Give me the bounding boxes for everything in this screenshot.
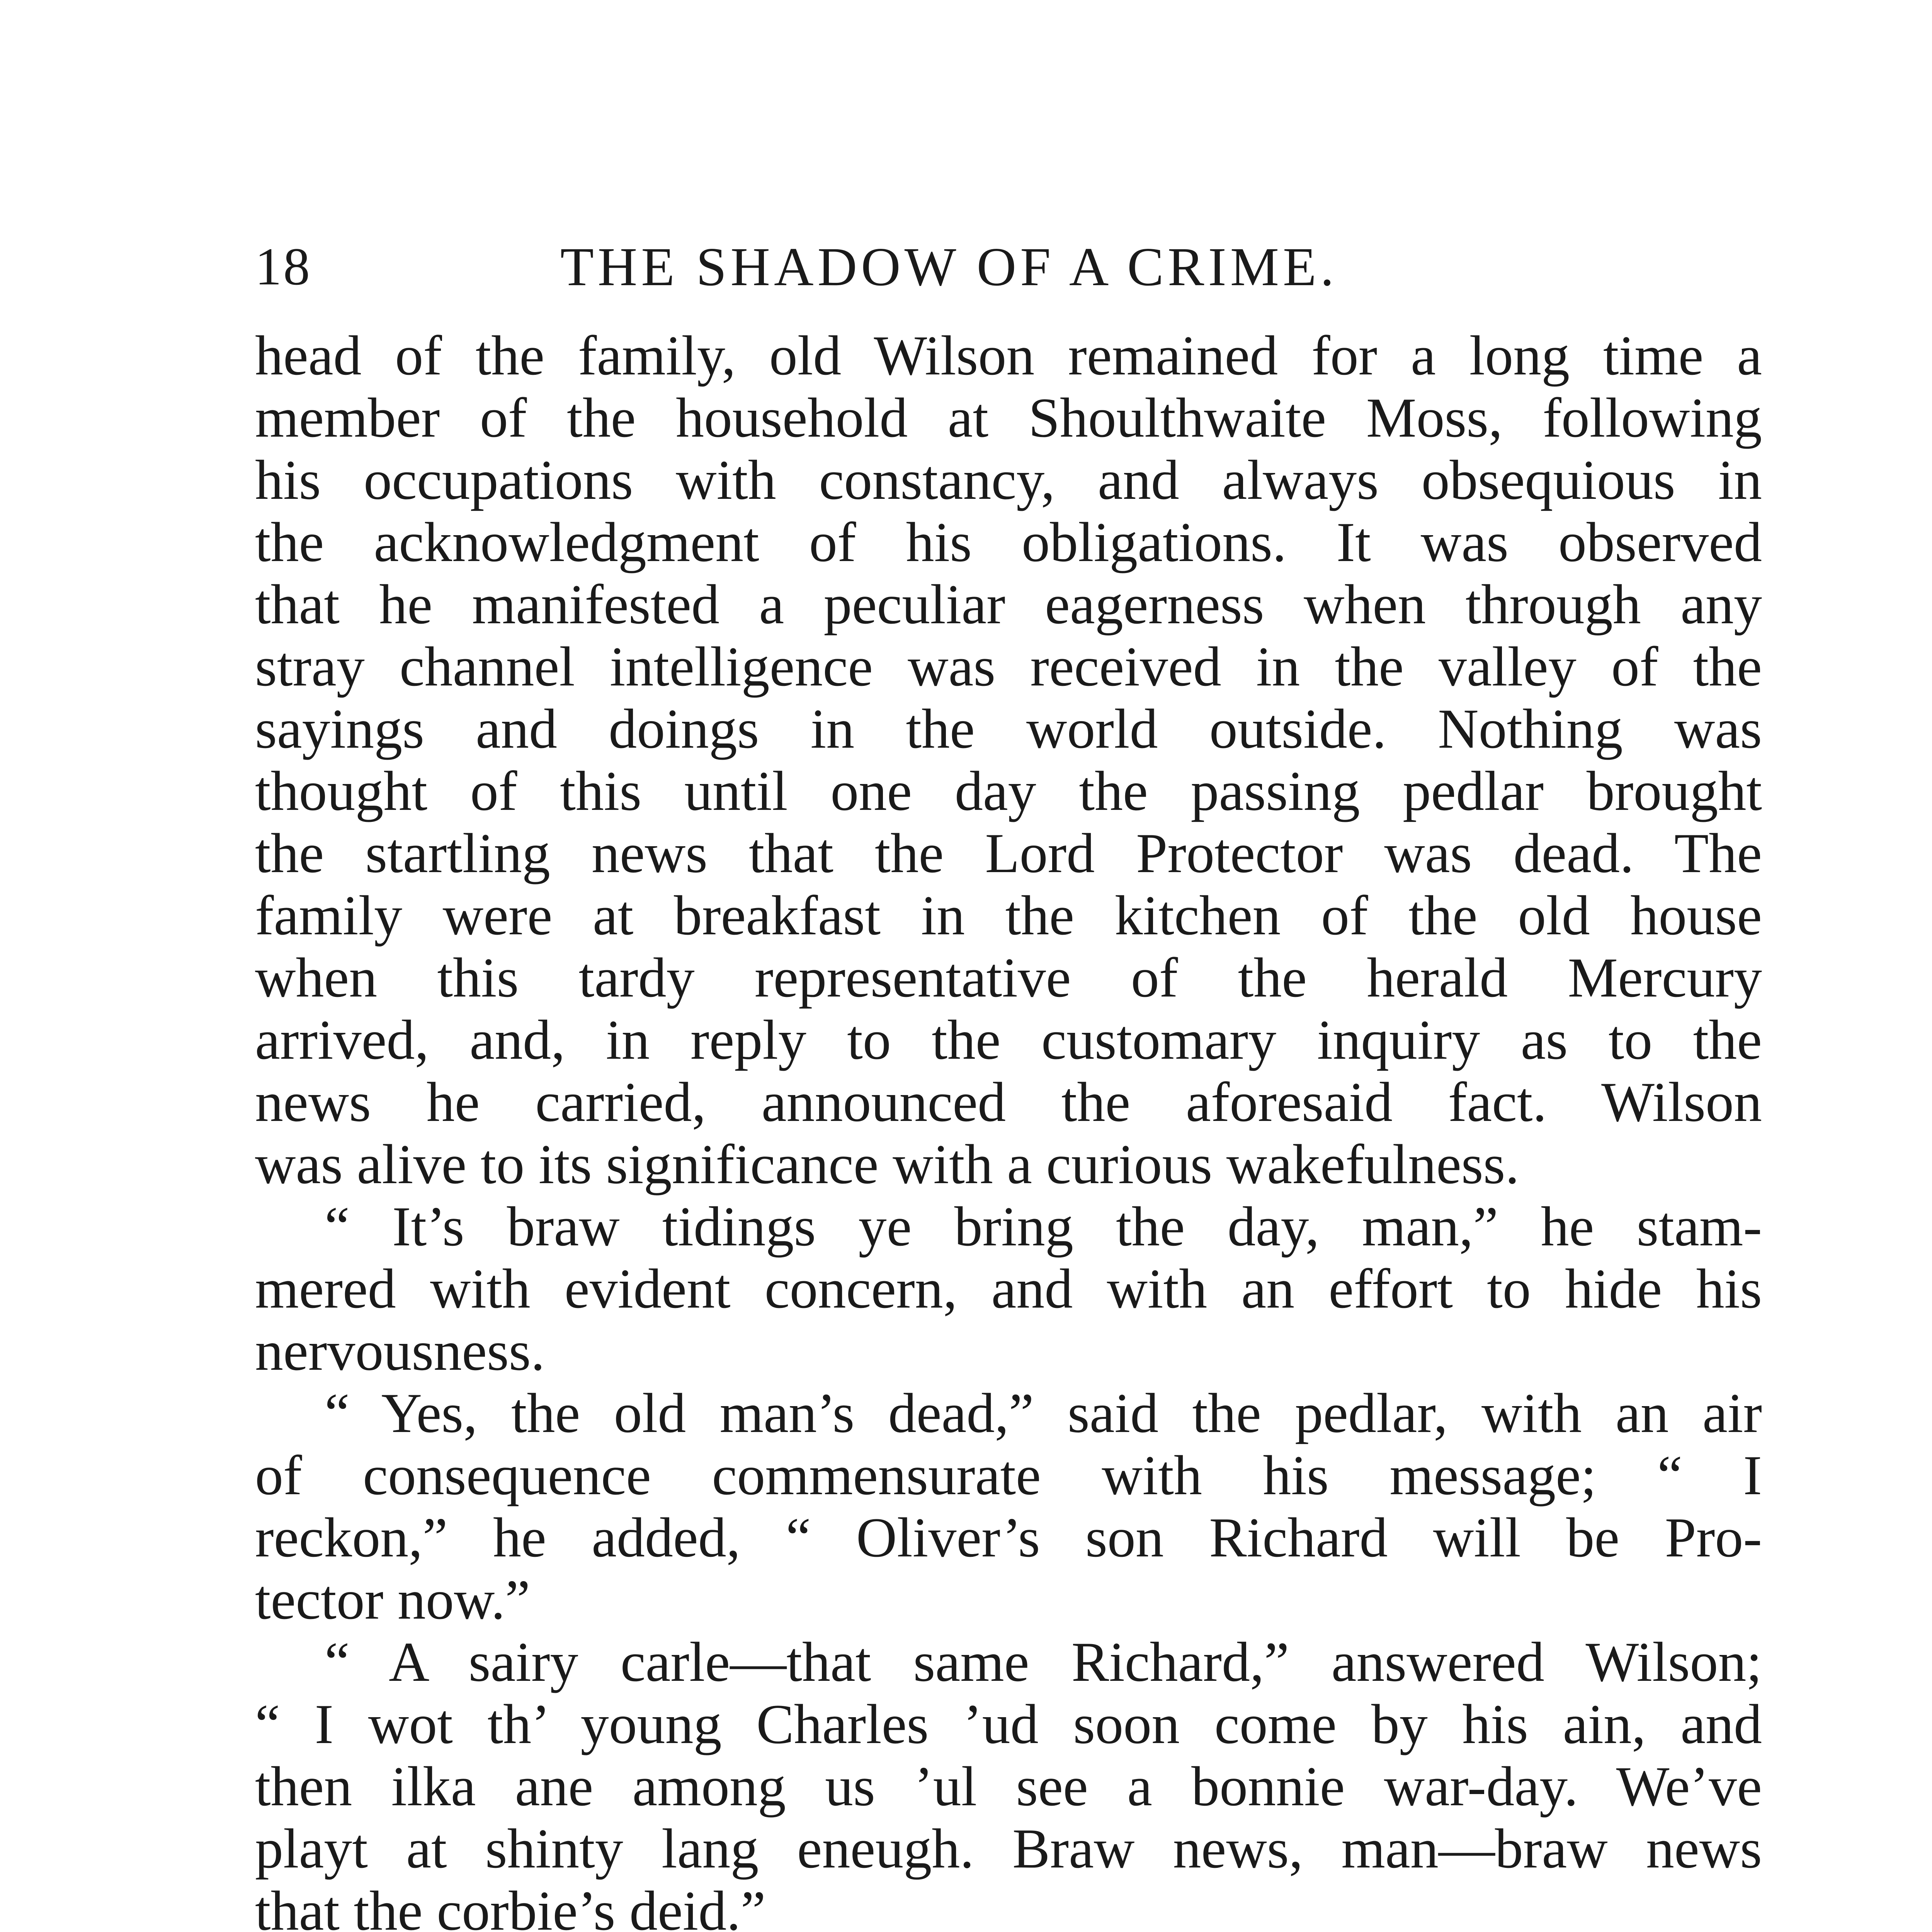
paragraph — [255, 1196, 1762, 1382]
text-line: “ Yes, the old man’s dead,” said the pedlar, with an air — [325, 1382, 1762, 1444]
body-text — [255, 325, 1762, 1932]
text-line: playt at shinty lang eneugh. Braw news, man—braw news — [255, 1818, 1762, 1880]
paragraph — [255, 325, 1762, 1196]
text-line: sayings and doings in the world outside. Nothing was — [255, 698, 1762, 760]
text-line: member of the household at Shoulthwaite Moss, following — [255, 387, 1762, 449]
paragraph — [255, 1631, 1762, 1932]
text-line: “ I wot th’ young Charles ’ud soon come by his ain, and — [255, 1693, 1762, 1755]
text-line: family were at breakfast in the kitchen of the old house — [255, 884, 1762, 947]
text-line: that he manifested a peculiar eagerness when through any — [255, 573, 1762, 636]
text-line: reckon,” he added, “ Oliver’s son Richard will be Pro- — [255, 1507, 1762, 1569]
text-line: thought of this until one day the passing pedlar brought — [255, 760, 1762, 822]
text-line: mered with evident concern, and with an effort to hide his — [255, 1258, 1762, 1320]
text-line: was alive to its significance with a curious wakefulness. — [255, 1133, 1519, 1196]
page-header — [255, 228, 1762, 305]
text-line: the acknowledgment of his obligations. It was observed — [255, 511, 1762, 573]
paragraph — [255, 1382, 1762, 1631]
page-number: 18 — [255, 237, 311, 296]
text-line: the startling news that the Lord Protector was dead. The — [255, 822, 1762, 884]
text-line: news he carried, announced the aforesaid fact. Wilson — [255, 1071, 1762, 1133]
text-line: arrived, and, in reply to the customary inquiry as to the — [255, 1009, 1762, 1071]
text-line: “ A sairy carle—that same Richard,” answered Wilson; — [325, 1631, 1762, 1693]
text-line: his occupations with constancy, and always obsequious in — [255, 449, 1762, 511]
text-line: when this tardy representative of the herald Mercury — [255, 947, 1762, 1009]
text-line: head of the family, old Wilson remained for a long time a — [255, 325, 1762, 387]
text-line: stray channel intelligence was received in the valley of the — [255, 636, 1762, 698]
text-line: that the corbie’s deid.” — [255, 1880, 766, 1932]
text-line: nervousness. — [255, 1320, 545, 1382]
running-title: THE SHADOW OF A CRIME. — [560, 236, 1338, 297]
text-line: tector now.” — [255, 1569, 531, 1631]
text-line: then ilka ane among us ’ul see a bonnie war-day. We’ve — [255, 1755, 1762, 1818]
text-line: of consequence commensurate with his message; “ I — [255, 1444, 1762, 1507]
text-line: “ It’s braw tidings ye bring the day, man,” he stam- — [325, 1196, 1762, 1258]
